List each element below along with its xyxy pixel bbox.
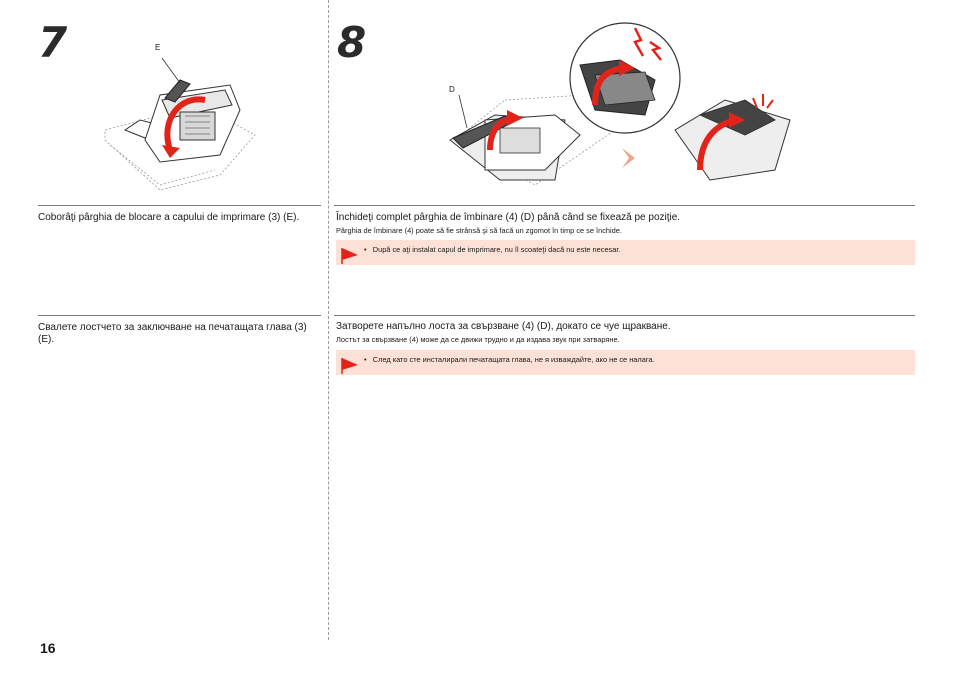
flag-icon [340, 246, 358, 264]
step-7-illustration [100, 50, 260, 195]
step-7-text-ro: Coborâţi pârghia de blocare a capului de imprimare (3) (E). [38, 212, 300, 223]
step-8-sub-bg: Лостът за свързване (4) може да се движи трудно и да издава звук при затваряне. [336, 335, 620, 344]
step-7-rule-bg [38, 315, 321, 316]
step-8-label-d: D [449, 85, 455, 94]
flag-icon [340, 356, 358, 374]
step-7-number: 7 [38, 18, 68, 67]
step-7-label-e: E [155, 43, 161, 52]
step-8-rule-ro [334, 205, 915, 206]
step-8-text-ro: Închideţi complet pârghia de îmbinare (4) (D) până când se fixează pe poziţie. [336, 212, 681, 223]
step-8-note-bg [336, 350, 915, 375]
step-8-sub-ro: Pârghia de îmbinare (4) poate să fie strânsă şi să facă un zgomot în timp ce se închide. [336, 226, 622, 235]
step-8-illustration [445, 20, 805, 200]
step-7-rule-ro [38, 205, 321, 206]
step-8-rule-bg [334, 315, 915, 316]
step-8-number: 8 [337, 18, 367, 67]
page-number: 16 [40, 640, 56, 656]
step-8-note-ro [336, 240, 915, 265]
step-7-text-bg: Свалете лостчето за заключване на печатащата глава (3) (E). [38, 322, 307, 345]
step-8-text-bg: Затворете напълно лоста за свързване (4) (D), докато се чуе щракване. [336, 321, 671, 332]
step-8-note-bg-text: • След като сте инсталирали печатащата глава, не я изваждайте, ако не се налага. [364, 355, 655, 364]
column-divider [328, 0, 329, 640]
step-8-note-ro-text: • După ce aţi instalat capul de imprimare, nu îl scoateţi dacă nu este necesar. [364, 245, 621, 254]
